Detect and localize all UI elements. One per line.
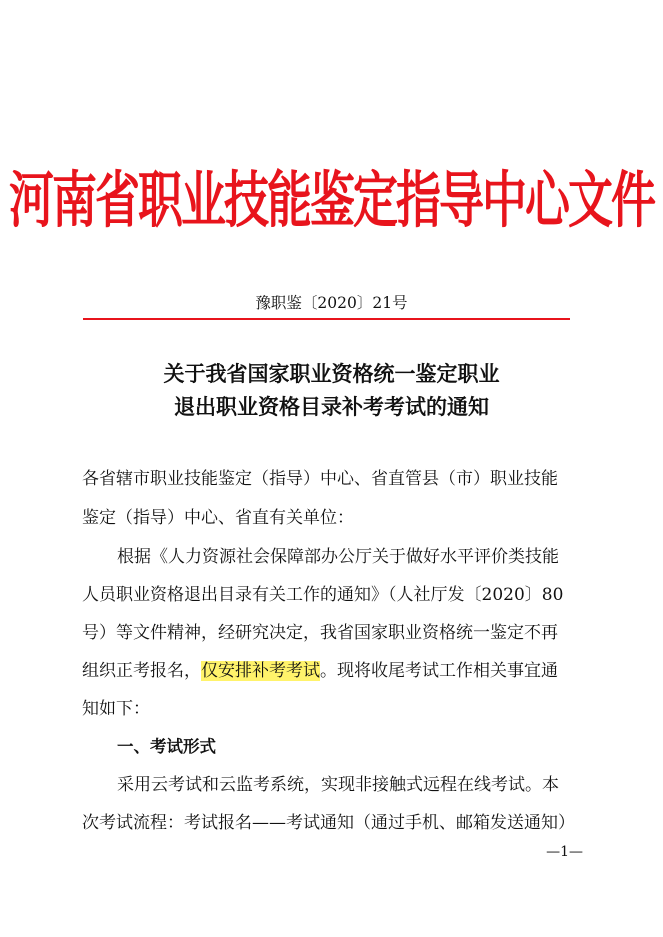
paragraph-1-line-4-pre: 组织正考报名， bbox=[82, 661, 201, 681]
paragraph-1-line-4 bbox=[82, 660, 558, 682]
red-separator-line bbox=[83, 318, 570, 320]
paragraph-1-line-4-post: 。现将收尾考试工作相关事宜通 bbox=[320, 661, 558, 681]
section-1-heading: 一、考试形式 bbox=[117, 737, 216, 756]
section-1-line-2: 次考试流程：考试报名——考试通知（通过手机、邮箱发送通知） bbox=[82, 813, 575, 833]
section-1-line-1: 采用云考试和云监考系统，实现非接触式远程在线考试。本 bbox=[117, 775, 559, 795]
paragraph-1-line-3: 号）等文件精神，经研究决定，我省国家职业资格统一鉴定不再 bbox=[82, 623, 558, 643]
paragraph-1-line-2: 人员职业资格退出目录有关工作的通知》（人社厅发〔2020〕80 bbox=[82, 585, 564, 605]
paragraph-1-line-5: 知如下： bbox=[82, 699, 150, 719]
page-number: —1— bbox=[546, 844, 583, 860]
notice-title-line-1: 关于我省国家职业资格统一鉴定职业 bbox=[163, 362, 500, 386]
highlighted-text: 仅安排补考考试 bbox=[201, 661, 320, 681]
addressee-line-2: 鉴定（指导）中心、省直有关单位： bbox=[82, 508, 354, 528]
document-number: 豫职鉴〔2020〕21号 bbox=[255, 294, 408, 312]
masthead-title: 河南省职业技能鉴定指导中心文件 bbox=[8, 164, 654, 236]
paragraph-1-line-1: 根据《人力资源社会保障部办公厅关于做好水平评价类技能 bbox=[117, 547, 559, 567]
addressee-line-1: 各省辖市职业技能鉴定（指导）中心、省直管县（市）职业技能 bbox=[82, 469, 558, 489]
notice-title-line-2: 退出职业资格目录补考考试的通知 bbox=[174, 395, 489, 419]
